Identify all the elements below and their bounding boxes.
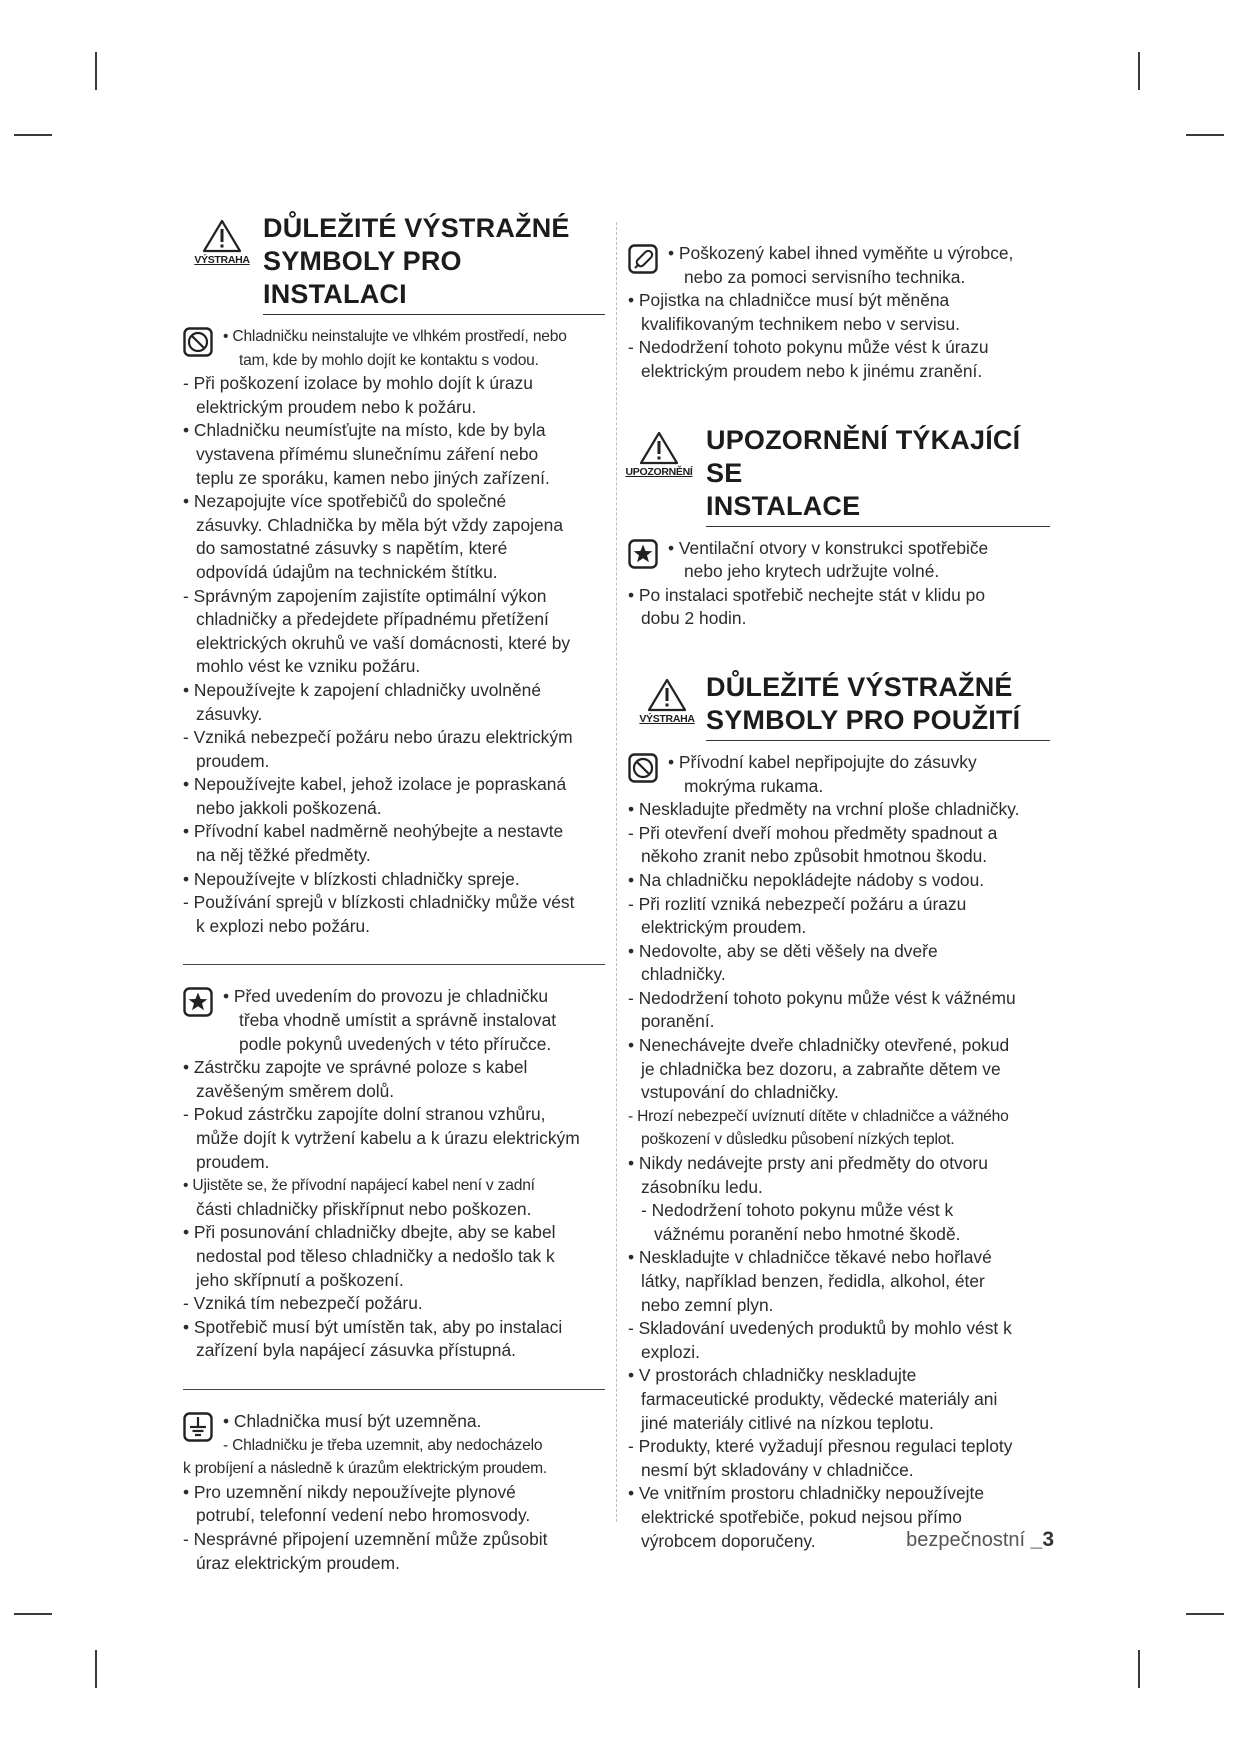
text-line: vystavena přímému slunečnímu záření nebo xyxy=(196,443,539,464)
crop-mark-top-left-h xyxy=(14,134,52,136)
section-separator xyxy=(183,1389,605,1390)
heading-line-1: DŮLEŽITÉ VÝSTRAŽNÉ xyxy=(706,671,1013,702)
text-line: • V prostorách chladničky neskladujte xyxy=(628,1365,917,1386)
text-line: - Při rozlití vzniká nebezpečí požáru a úrazu xyxy=(628,893,967,914)
text-line: • Nikdy nedávejte prsty ani předměty do otvoru xyxy=(628,1153,988,1174)
text-line: elektrickým proudem. xyxy=(641,917,807,938)
text-line: - Hrozí nebezpečí uvíznutí dítěte v chladničce a vážného xyxy=(628,1107,1009,1125)
text-line: jiné materiály citlivé na nízkou teplotu. xyxy=(641,1412,934,1433)
right-column xyxy=(625,212,1050,1553)
text-line: • Poškozený kabel ihned vyměňte u výrobce, xyxy=(668,243,1014,263)
notice-block xyxy=(628,537,1050,631)
text-line: - Produkty, které vyžadují přesnou regulaci teploty xyxy=(628,1436,1013,1457)
crop-mark-bottom-right xyxy=(1138,1650,1140,1688)
heading-warning-usage xyxy=(628,671,1050,741)
text-line: tam, kde by mohlo dojít ke kontaktu s vodou. xyxy=(239,351,539,369)
crop-mark-top-right-h xyxy=(1186,134,1224,136)
crop-mark-top-right xyxy=(1138,52,1140,90)
text-line: odpovídá údajům na technickém štítku. xyxy=(196,561,498,582)
left-column xyxy=(183,212,605,1575)
text-line: • Ventilační otvory v konstrukci spotřebiče xyxy=(668,537,989,558)
heading-line-1: DŮLEŽITÉ VÝSTRAŽNÉ xyxy=(263,213,570,243)
prohibition-block xyxy=(628,751,1050,1553)
text-line: jeho skřípnutí a poškození. xyxy=(196,1269,404,1290)
text-line: elektrickým proudem nebo k jinému zranění. xyxy=(641,360,983,381)
footer-section-label: bezpečnostní xyxy=(906,1529,1026,1551)
text-line: - Správným zapojením zajistíte optimální výkon xyxy=(183,585,547,606)
section-separator xyxy=(183,964,605,965)
text-line: proudem. xyxy=(196,1151,270,1172)
text-line: nedostal pod těleso chladničky a nedošlo tak k xyxy=(196,1245,555,1266)
text-line: • Pro uzemnění nikdy nepoužívejte plynové xyxy=(183,1481,516,1502)
text-line: úraz elektrickým proudem. xyxy=(196,1552,400,1573)
text-line: k probíjení a následně k úrazům elektrickým proudem. xyxy=(183,1460,548,1478)
text-line: • Na chladničku nepokládejte nádoby s vodou. xyxy=(628,869,985,890)
text-line: mohlo vést ke vzniku požáru. xyxy=(196,656,421,677)
warning-symbol-label: VÝSTRAHA xyxy=(639,712,695,725)
heading-line-2: SYMBOLY PRO INSTALACI xyxy=(263,246,462,309)
warning-triangle-icon xyxy=(646,677,688,713)
star-icon xyxy=(628,539,658,569)
text-line: zásuvky. xyxy=(196,703,263,724)
text-line: • Při posunování chladničky dbejte, aby se kabel xyxy=(183,1222,556,1243)
text-line: • Nepoužívejte kabel, jehož izolace je popraskaná xyxy=(183,774,567,795)
heading-line-2: INSTALACE xyxy=(706,490,861,521)
text-line: zavěšeným směrem dolů. xyxy=(196,1080,395,1101)
text-line: • Chladnička musí být uzemněna. xyxy=(223,1410,482,1431)
text-line: • Nepoužívejte v blízkosti chladničky spreje. xyxy=(183,868,520,889)
text-line: elektrickým proudem nebo k požáru. xyxy=(196,396,477,417)
text-line: výrobcem doporučeny. xyxy=(641,1530,816,1551)
page-footer xyxy=(906,1528,1054,1552)
crop-mark-bottom-left xyxy=(95,1650,97,1688)
prohibited-icon xyxy=(628,753,658,783)
text-line: části chladničky přiskřípnut nebo poškozen. xyxy=(196,1198,532,1219)
text-line: - Nedodržení tohoto pokynu může vést k xyxy=(641,1200,954,1221)
text-line: vstupování do chladničky. xyxy=(641,1082,839,1103)
text-line: teplu ze sporáku, kamen nebo jiných zařízení. xyxy=(196,467,550,488)
text-line: chladničky a předejdete případnému přetížení xyxy=(196,609,549,630)
text-line: mokrýma rukama. xyxy=(684,775,824,796)
text-line: podle pokynů uvedených v této příručce. xyxy=(239,1033,552,1054)
text-line: někoho zranit nebo způsobit hmotnou škodu. xyxy=(641,846,988,867)
text-line: může dojít k vytržení kabelu a k úrazu elektrickým xyxy=(196,1128,580,1148)
text-line: proudem. xyxy=(196,750,270,771)
text-line: • Nezapojujte více spotřebičů do společné xyxy=(183,491,507,512)
text-line: nebo jeho krytech udržujte volné. xyxy=(684,561,940,582)
text-line: - Vzniká nebezpečí požáru nebo úrazu elektrickým xyxy=(183,727,573,748)
text-line: poranění. xyxy=(641,1011,715,1032)
text-line: • Před uvedením do provozu je chladničku xyxy=(223,986,549,1007)
warning-symbol xyxy=(628,677,706,725)
notice-block xyxy=(183,985,605,1363)
caution-symbol xyxy=(620,430,698,478)
text-line: • Po instalaci spotřebič nechejte stát v klidu po xyxy=(628,584,985,605)
text-line: • Ujistěte se, že přívodní napájecí kabel není v zadní xyxy=(183,1177,535,1195)
text-line: • Chladničku neumísťujte na místo, kde by byla xyxy=(183,420,546,441)
text-line: - Pokud zástrčku zapojíte dolní stranou vzhůru, xyxy=(183,1104,546,1125)
service-block xyxy=(628,242,1050,384)
text-line: • Zástrčku zapojte ve správné poloze s kabel xyxy=(183,1057,528,1078)
text-line: - Skladování uvedených produktů by mohlo vést k xyxy=(628,1318,1012,1339)
text-line: kvalifikovaným technikem nebo v servisu. xyxy=(641,313,960,334)
text-line: - Při poškození izolace by mohlo dojít k úrazu xyxy=(183,373,533,394)
text-line: potrubí, telefonní vedení nebo hromosvody. xyxy=(196,1505,531,1526)
text-line: • Neskladujte v chladničce těkavé nebo hořlavé xyxy=(628,1247,992,1268)
text-line: - Chladničku je třeba uzemnit, aby nedocházelo xyxy=(223,1436,543,1454)
text-line: - Při otevření dveří mohou předměty spadnout a xyxy=(628,822,998,843)
text-line: • Ve vnitřním prostoru chladničky nepoužívejte xyxy=(628,1483,985,1504)
text-line: • Přívodní kabel nepřipojujte do zásuvky xyxy=(668,751,977,772)
heading-rule xyxy=(706,526,1050,527)
text-line: • Pojistka na chladničce musí být měněna xyxy=(628,290,950,311)
crop-mark-bottom-right-h xyxy=(1186,1613,1224,1615)
heading-rule xyxy=(706,740,1050,741)
text-line: do samostatné zásuvky s napětím, které xyxy=(196,538,508,559)
prohibited-icon xyxy=(183,327,213,357)
caution-triangle-icon xyxy=(638,430,680,466)
text-line: třeba vhodně umístit a správně instalovat xyxy=(239,1010,557,1031)
text-line: elektrické spotřebiče, pokud nejsou přímo xyxy=(641,1506,962,1527)
text-line: látky, například benzen, ředidla, alkohol, éter xyxy=(641,1271,985,1291)
text-line: - Nedodržení tohoto pokynu může vést k vážnému xyxy=(628,987,1016,1008)
text-line: • Spotřebič musí být umístěn tak, aby po instalaci xyxy=(183,1316,563,1337)
text-line: • Nepoužívejte k zapojení chladničky uvolněné xyxy=(183,679,541,700)
text-line: k explozi nebo požáru. xyxy=(196,915,371,936)
text-line: • Nenechávejte dveře chladničky otevřené, pokud xyxy=(628,1035,1010,1056)
text-line: • Nedovolte, aby se děti věšely na dveře xyxy=(628,940,938,961)
caution-symbol-label: UPOZORNĚNÍ xyxy=(625,465,693,478)
text-line: - Používání sprejů v blízkosti chladničky může vést xyxy=(183,892,575,913)
text-line: explozi. xyxy=(641,1341,700,1362)
heading-rule xyxy=(263,314,605,315)
text-line: je chladnička bez dozoru, a zabraňte dětem ve xyxy=(641,1058,1001,1079)
text-line: zařízení byla napájecí zásuvka přístupná. xyxy=(196,1340,516,1361)
text-line: - Nesprávné připojení uzemnění může způsobit xyxy=(183,1528,548,1549)
warning-triangle-icon xyxy=(201,218,243,254)
text-line: farmaceutické produkty, vědecké materiály ani xyxy=(641,1388,998,1409)
heading-line-1: UPOZORNĚNÍ TÝKAJÍCÍ SE xyxy=(706,424,1021,488)
crop-mark-bottom-left-h xyxy=(14,1613,52,1615)
text-line: zásobníku ledu. xyxy=(641,1176,763,1197)
star-icon xyxy=(183,987,213,1017)
text-line: - Nedodržení tohoto pokynu může vést k úrazu xyxy=(628,337,989,358)
warning-symbol-label: VÝSTRAHA xyxy=(194,254,250,266)
text-line: elektrických okruhů ve vaší domácnosti, které by xyxy=(196,632,571,653)
heading-line-2: SYMBOLY PRO POUŽITÍ xyxy=(706,704,1021,735)
text-line: • Chladničku neinstalujte ve vlhkém prostředí, nebo xyxy=(223,328,567,345)
text-line: zásuvky. Chladnička by měla být vždy zapojena xyxy=(196,514,563,535)
text-line: poškození v důsledku působení nízkých teplot. xyxy=(641,1131,955,1149)
text-line: vážnému poranění nebo hmotné škodě. xyxy=(654,1223,961,1244)
contact-service-icon xyxy=(628,244,658,274)
text-line: chladničky. xyxy=(641,964,726,985)
prohibition-block xyxy=(183,325,605,938)
text-line: nesmí být skladovány v chladničce. xyxy=(641,1459,914,1480)
text-line: nebo za pomoci servisního technika. xyxy=(684,266,966,287)
heading-caution-installation xyxy=(625,424,1050,527)
text-line: - Vzniká tím nebezpečí požáru. xyxy=(183,1293,423,1314)
text-line: na něj těžké předměty. xyxy=(196,845,371,866)
page-number: _3 xyxy=(1030,1528,1054,1551)
text-line: dobu 2 hodin. xyxy=(641,608,747,629)
text-line: nebo zemní plyn. xyxy=(641,1294,774,1315)
crop-mark-top-left xyxy=(95,52,97,90)
text-line: nebo jakkoli poškozená. xyxy=(196,797,382,818)
warning-symbol xyxy=(183,218,261,266)
text-line: • Neskladujte předměty na vrchní ploše chladničky. xyxy=(628,799,1020,820)
text-line: • Přívodní kabel nadměrně neohýbejte a nestavte xyxy=(183,821,564,842)
column-divider xyxy=(616,222,617,1522)
ground-icon xyxy=(183,1412,213,1442)
heading-warning-installation xyxy=(183,212,605,315)
grounding-block xyxy=(183,1410,605,1575)
